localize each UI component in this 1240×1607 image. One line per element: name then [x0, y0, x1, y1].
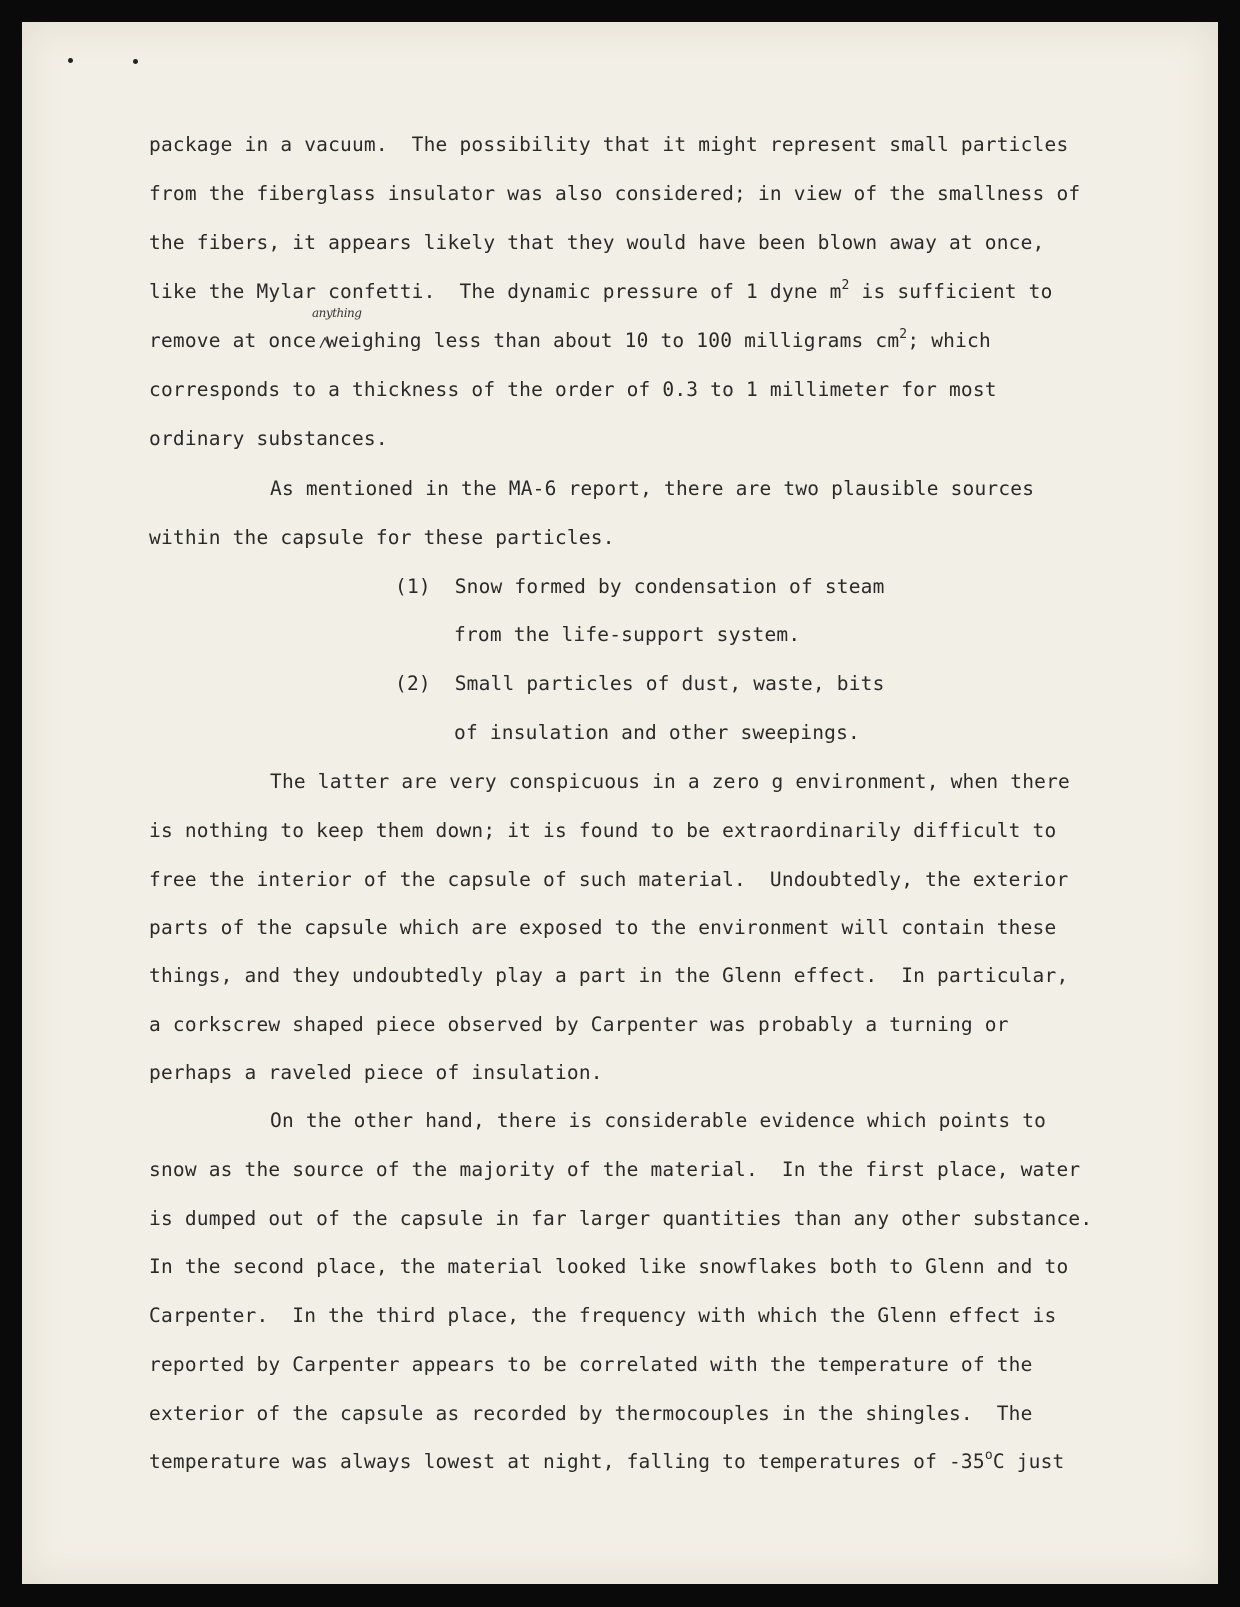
text-line: corresponds to a thickness of the order of 0.3 to 1 millimeter for most — [149, 378, 997, 401]
list-item-continuation: from the life-support system. — [454, 623, 801, 646]
text-line: parts of the capsule which are exposed to the environment will contain these — [149, 916, 1057, 939]
text-line: On the other hand, there is considerable evidence which points to — [270, 1109, 1047, 1132]
text-line: As mentioned in the MA-6 report, there are two plausible sources — [270, 477, 1035, 500]
page-body — [22, 22, 1218, 1584]
text-line — [149, 280, 1053, 307]
handwritten-insertion: anything — [312, 306, 362, 320]
text-line: within the capsule for these particles. — [149, 526, 615, 549]
text-line: things, and they undoubtedly play a part in the Glenn effect. In particular, — [149, 964, 1069, 987]
superscript: 2 — [899, 327, 908, 342]
text-line — [149, 1450, 1064, 1477]
text-line: the fibers, it appears likely that they would have been blown away at once, — [149, 231, 1045, 254]
text-line: perhaps a raveled piece of insulation. — [149, 1061, 603, 1084]
text-line: exterior of the capsule as recorded by thermocouples in the shingles. The — [149, 1402, 1033, 1425]
text-line: reported by Carpenter appears to be correlated with the temperature of the — [149, 1353, 1033, 1376]
text-segment: like the Mylar confetti. The dynamic pressure of 1 dyne m — [149, 280, 842, 303]
text-line: Carpenter. In the third place, the frequency with which the Glenn effect is — [149, 1304, 1057, 1327]
text-segment: is sufficient to — [849, 280, 1053, 303]
text-line: is nothing to keep them down; it is found to be extraordinarily difficult to — [149, 819, 1057, 842]
text-line: a corkscrew shaped piece observed by Carpenter was probably a turning or — [149, 1013, 1009, 1036]
list-item-continuation: of insulation and other sweepings. — [454, 721, 860, 744]
document-page — [22, 22, 1218, 1584]
text-line: free the interior of the capsule of such material. Undoubtedly, the exterior — [149, 868, 1069, 891]
text-line: package in a vacuum. The possibility that it might represent small particles — [149, 133, 1069, 156]
text-segment: ; which — [907, 329, 991, 352]
text-line — [149, 329, 991, 356]
text-segment: C just — [992, 1450, 1065, 1473]
superscript: o — [984, 1448, 993, 1463]
text-segment: remove at once — [149, 329, 317, 352]
text-line: is dumped out of the capsule in far larger quantities than any other substance. — [149, 1207, 1093, 1230]
text-segment: weighing less than about 10 to 100 milligrams cm — [326, 329, 900, 352]
text-line: snow as the source of the majority of the material. In the first place, water — [149, 1158, 1081, 1181]
list-item: (2) Small particles of dust, waste, bits — [395, 672, 885, 695]
list-item: (1) Snow formed by condensation of steam — [395, 575, 885, 598]
text-line: from the fiberglass insulator was also considered; in view of the smallness of — [149, 182, 1081, 205]
text-line: In the second place, the material looked like snowflakes both to Glenn and to — [149, 1255, 1069, 1278]
text-line: ordinary substances. — [149, 427, 388, 450]
text-segment: temperature was always lowest at night, falling to temperatures of -35 — [149, 1450, 985, 1473]
text-line: The latter are very conspicuous in a zero g environment, when there — [270, 770, 1070, 793]
superscript: 2 — [841, 278, 850, 293]
